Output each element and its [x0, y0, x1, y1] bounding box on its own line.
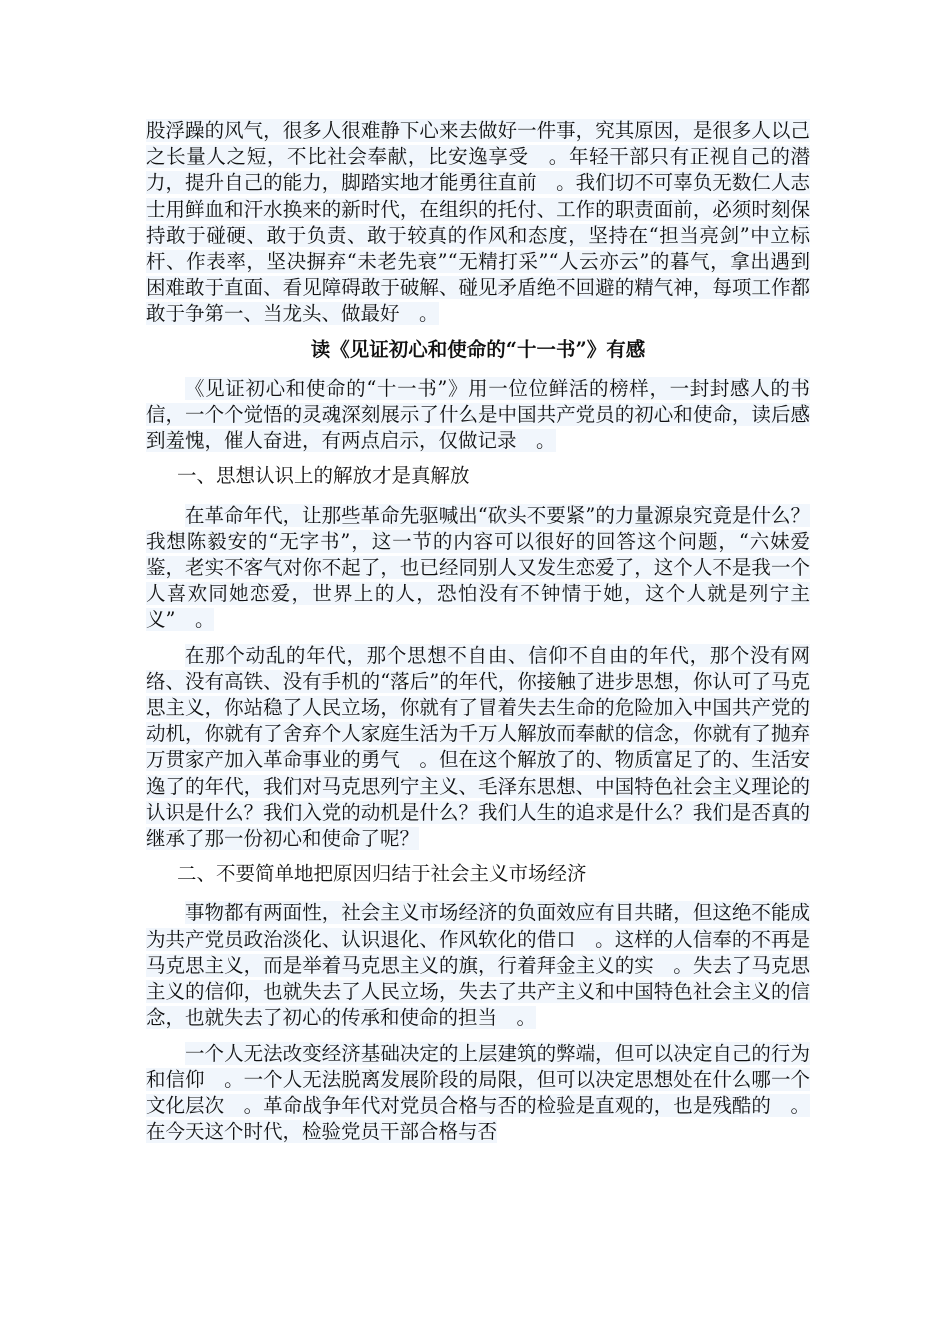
- paragraph-2: [146, 643, 810, 853]
- paragraph-1: [146, 503, 810, 634]
- article-title: 读《见证初心和使命的“十一书”》有感: [310, 337, 646, 361]
- intro-text: 《见证初心和使命的“十一书”》用一位位鲜活的榜样，一封封感人的书信，一个个觉悟的灵魂深刻展示了什么是中国共产党员的初心和使命，读后感到羞愧，催人奋进，有两点启示，仅做记录 。: [146, 376, 810, 453]
- paragraph-3-text: 事物都有两面性，社会主义市场经济的负面效应有目共睹，但这绝不能成为共产党员政治淡化、认识退化、作风软化的借口 。这样的人信奉的不再是马克思主义，而是举着马克思主义的旗，行着拜金主义的实 。失去了马克思主义的信仰，也就失去了人民立场，失去了共产主义和中国特色社会主义的信念，也就失去了初心的传承和使命的担当 。: [146, 901, 810, 1030]
- continuation-text: 股浮躁的风气，很多人很难静下心来去做好一件事，究其原因，是很多人以己之长量人之短，不比社会奉献，比安逸享受 。年轻干部只有正视自己的潜力，提升自己的能力，脚踏实地才能勇往直前 。我们切不可辜负无数仁人志士用鲜血和汗水换来的新时代，在组织的托付、工作的职责面前，必须时刻保持敢于碰硬、敢于负责、敢于较真的作风和态度，坚持在“担当亮剑”中立标杆、作表率，坚决摒弃“未老先衰”“无精打采”“人云亦云”的暮气，拿出遇到困难敢于直面、看见障碍敢于破解、碰见矛盾绝不回避的精气神，每项工作都敢于争第一、当龙头、做最好 。: [146, 119, 810, 326]
- paragraph-4: [146, 1041, 810, 1146]
- paragraph-3: [146, 900, 810, 1031]
- document-body: [146, 118, 810, 1154]
- paragraph-2-text: 在那个动乱的年代，那个思想不自由、信仰不自由的年代，那个没有网络、没有高铁、没有手机的“落后”的年代，你接触了进步思想，你认可了马克思主义，你站稳了人民立场，你就有了冒着失去生命的危险加入中国共产党的动机，你就有了舍弃个人家庭生活为千万人解放而奉献的信念，你就有了抛弃万贯家产加入革命事业的勇气 。但在这个解放了的、物质富足了的、生活安逸了的年代，我们对马克思列宁主义、毛泽东思想、中国特色社会主义理论的认识是什么？我们入党的动机是什么？我们人生的追求是什么？我们是否真的继承了那一份初心和使命了呢？: [146, 643, 810, 851]
- intro-paragraph: [146, 376, 810, 455]
- section-heading-2: 二、不要简单地把原因归结于社会主义市场经济: [177, 862, 587, 886]
- continuation-paragraph: [146, 118, 810, 328]
- paragraph-4-text: 一个人无法改变经济基础决定的上层建筑的弊端，但可以决定自己的行为和信仰 。一个人无法脱离发展阶段的局限，但可以决定思想处在什么哪一个文化层次 。革命战争年代对党员合格与否的检验是直观的，也是残酷的 。在今天这个时代，检验党员干部合格与否: [146, 1041, 810, 1144]
- paragraph-1-text: 在革命年代，让那些革命先驱喊出“砍头不要紧”的力量源泉究竟是什么？我想陈毅安的“无字书”，这一节的内容可以很好的回答这个问题，“六妹爱鉴，老实不客气对你不起了，也已经同别人又发生恋爱了，这个人不是我一个人喜欢同她恋爱，世界上的人，恐怕没有不钟情于她，这个人就是列宁主义” 。: [146, 503, 810, 632]
- section-heading-1: 一、思想认识上的解放才是真解放: [177, 464, 470, 488]
